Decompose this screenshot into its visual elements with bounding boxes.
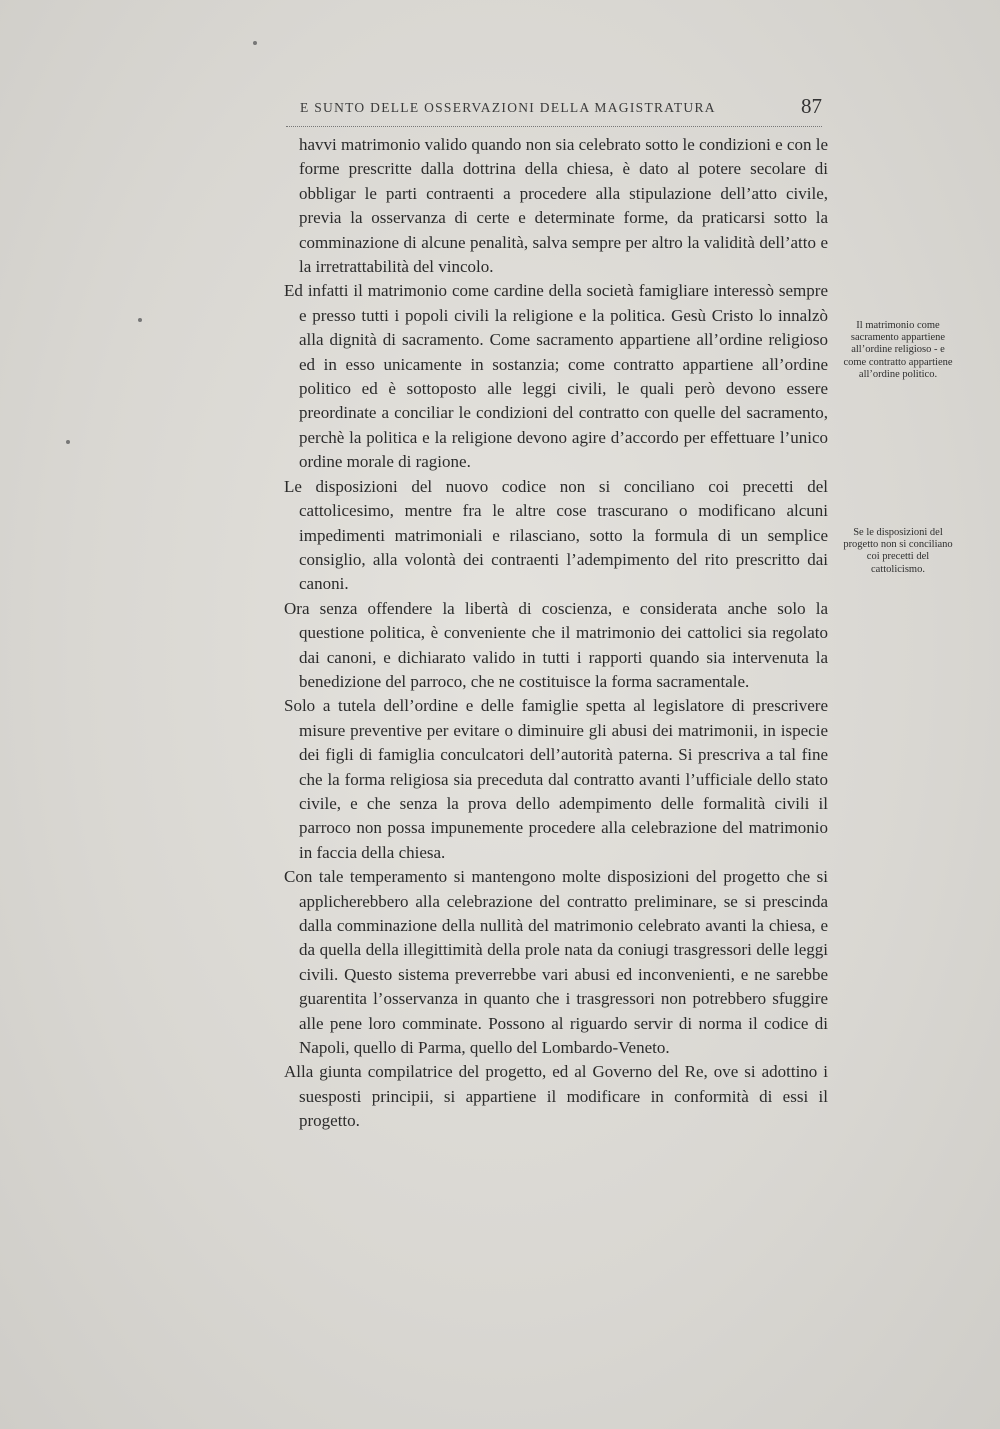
- paragraph: Ed infatti il matrimonio come cardine della società famigliare interessò sempre e presso tutti i popoli civili la religione e la politica. Gesù Cristo lo innalzò alla dignità di sacramento. Come sacramento appartiene all’ordine religioso ed in esso unicamente in sostanzia; come contratto appartiene all’ordine politico ed è sottoposto alle leggi civili, le quali però devono essere preordinate a conciliar le condizioni del contratto con quelle del sacramento, perchè la politica e la religione devono agire d’accordo per effettuare l’unico ordine morale di ragione.: [284, 281, 828, 472]
- marginal-note-sacramento: Il matrimonio come sacramento appartiene all’ordine religioso - e come contratto appartiene all’ordine politico.: [843, 320, 953, 380]
- ink-speck: [253, 41, 257, 45]
- page-number: 87: [801, 94, 822, 118]
- ink-speck: [66, 440, 70, 444]
- running-title: E SUNTO DELLE OSSERVAZIONI DELLA MAGISTRATURA: [300, 100, 716, 115]
- body-text: [284, 133, 828, 1134]
- paragraph: Le disposizioni del nuovo codice non si conciliano coi precetti del cattolicesimo, mentre fra le altre cose trascurano o modificano alcuni impedimenti matrimoniali e rilasciano, sotto la formula di un semplice consiglio, alla volontà dei contraenti l’adempimento del rito prescritto dai canoni.: [284, 476, 828, 594]
- paragraph: Con tale temperamento si mantengono molte disposizioni del progetto che si applicherebbero alla celebrazione del contratto preliminare, se si prescinda dalla comminazione della nullità del matrimonio celebrato avanti la chiesa, e da quella della illegittimità della prole nata da coniugi trasgressori delle leggi civili. Questo sistema preverrebbe vari abusi ed inconvenienti, e ne sarebbe guarentita l’osservanza in quanto che i trasgressori non potrebbero sfuggire alle pene loro comminate. Possono al riguardo servir di norma il codice di Napoli, quello di Parma, quello del Lombardo-Veneto.: [284, 867, 828, 1058]
- paragraph: Alla giunta compilatrice del progetto, ed al Governo del Re, ove si adottino i suesposti principii, si appartiene il modificare in conformità di essi il progetto.: [284, 1062, 828, 1131]
- paragraph: Ora senza offendere la libertà di coscienza, e considerata anche solo la questione politica, è conveniente che il matrimonio dei cattolici sia regolato dai canoni, e dichiarato valido in tutti i rapporti quando sia intervenuta la benedizione del parroco, che ne costituisce la forma sacramentale.: [284, 598, 828, 691]
- paragraph-continued: havvi matrimonio valido quando non sia celebrato sotto le condizioni e con le forme prescritte dalla dottrina della chiesa, è dato al potere secolare di obbligar le parti contraenti a procedere alla stipulazione dell’atto civile, previa la osservanza di certe e determinate forme, da praticarsi sotto la comminazione di alcune penalità, salva sempre per altro la validità dell’atto e la irretrattabilità del vincolo.: [299, 135, 828, 277]
- running-head: [286, 96, 822, 127]
- ink-speck: [138, 318, 142, 322]
- paragraph: Solo a tutela dell’ordine e delle famiglie spetta al legislatore di prescrivere misure preventive per evitare o diminuire gli abusi dei matrimonii, in ispecie dei figli di famiglia conculcatori dell’autorità paterna. Si prescriva a tal fine che la forma religiosa sia preceduta dal contratto avanti l’ufficiale dello stato civile, e che senza la prova dello adempimento delle formalità civili il parroco non possa impunemente procedere alla celebrazione del matrimonio in faccia della chiesa.: [284, 696, 828, 862]
- marginal-note-disposizioni: Se le disposizioni del progetto non si conciliano coi precetti del cattolicismo.: [843, 527, 953, 575]
